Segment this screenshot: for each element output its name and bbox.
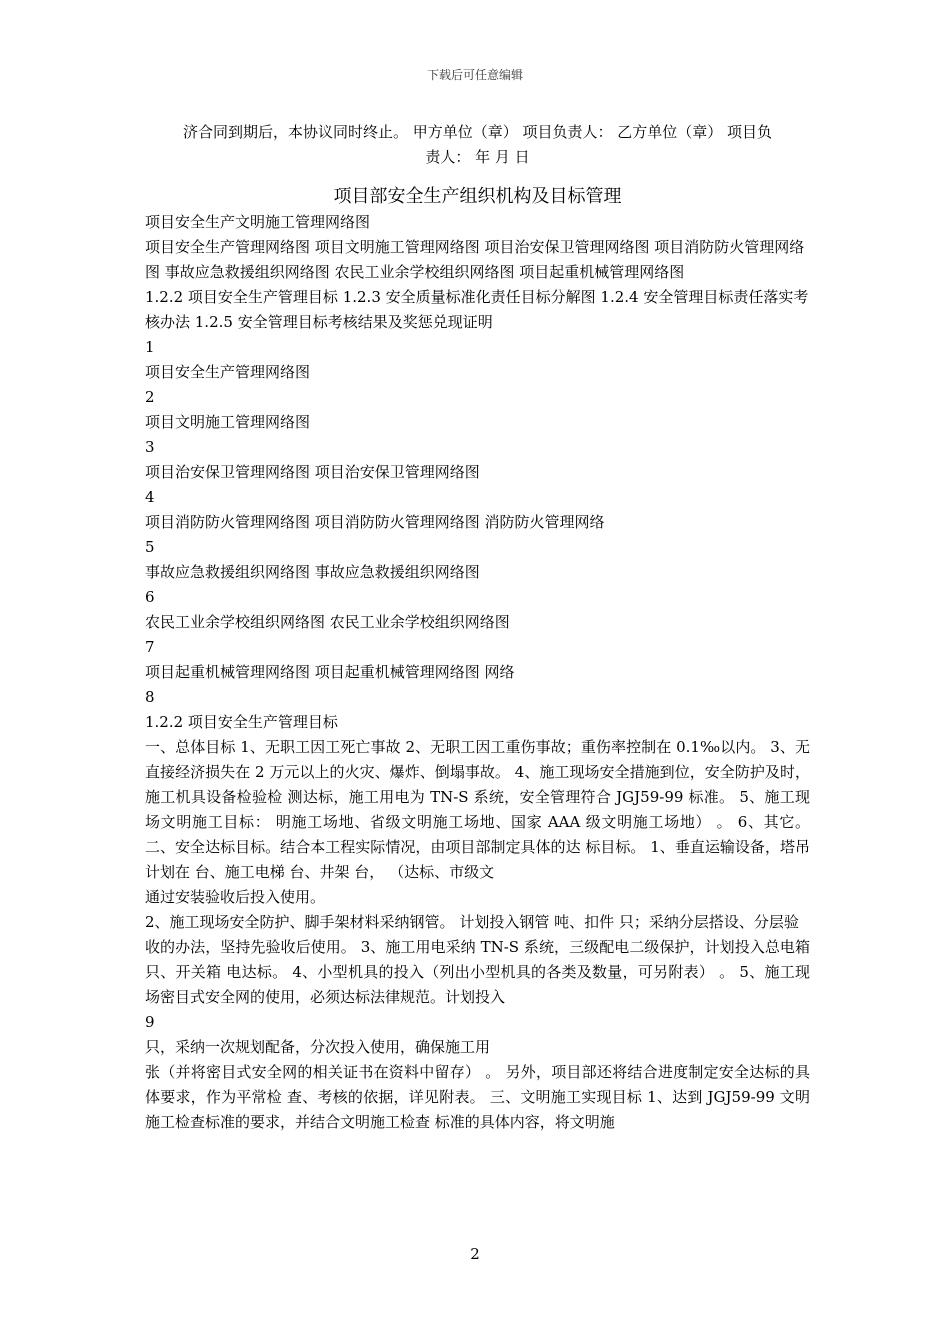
intro-line-1: 济合同到期后，本协议同时终止。 甲方单位（章） 项目负责人： 乙方单位（章） 项目负 (182, 123, 773, 141)
intro-line-2: 责人： 年 月 日 (425, 148, 530, 166)
section-number: 1 (145, 338, 155, 356)
text-line: 项目消防防火管理网络图 项目消防防火管理网络图 消防防火管理网络 (145, 513, 605, 531)
section-number: 5 (145, 538, 155, 556)
section-number: 7 (145, 638, 155, 656)
body-paragraph: 通过安装验收后投入使用。 (145, 888, 326, 906)
section-number: 6 (145, 588, 155, 606)
page-title: 项目部安全生产组织机构及目标管理 (333, 186, 622, 207)
text-line: 项目起重机械管理网络图 项目起重机械管理网络图 网络 (145, 663, 515, 681)
body-paragraph: 只，采纳一次规划配备，分次投入使用，确保施工用 (145, 1038, 491, 1056)
text-line: 事故应急救援组织网络图 事故应急救援组织网络图 (145, 563, 480, 581)
text-line: 项目安全生产管理网络图 (145, 363, 311, 381)
body-paragraph: 一、总体目标 1、无职工因工死亡事故 2、无职工因工重伤事故；重伤率控制在 0.1‰以内。 3、无直接经济损失在 2 万元以上的火灾、爆炸、倒塌事故。 4、施工现场安全措施到位，安全防护及时，施工机具设备检验检 测达标，施工用电为 TN-S 系统，安全管理符合 JGJ59-99 标准。 5、施工现场文明施工目标： 明施工场地、省级文明施工场地、国家 AAA 级文明施工场地） 。 6、其它。 二、安全达标目标。结合本工程实际情况，由项目部制定具体的达 标目标。 1、垂直运输设备，塔吊 计划在 台、施工电梯 台、井架 台， （达标、市级文 (145, 738, 810, 881)
document-body (145, 120, 810, 1135)
text-line: 项目安全生产文明施工管理网络图 (145, 213, 371, 231)
section-number: 9 (145, 1013, 155, 1031)
text-line: 项目治安保卫管理网络图 项目治安保卫管理网络图 (145, 463, 480, 481)
text-line: 项目安全生产管理网络图 项目文明施工管理网络图 项目治安保卫管理网络图 项目消防防火管理网络图 事故应急救援组织网络图 农民工业余学校组织网络图 项目起重机械管理网络图 (145, 238, 805, 281)
body-paragraph: 收的办法，坚持先验收后使用。 3、施工用电采纳 TN-S 系统，三级配电二级保护，计划投入总电箱 只、开关箱 电达标。 4、小型机具的投入（列出小型机具的各类及数量，可另附表） 。 5、施工现场密目式安全网的使用，必须达标法律规范。计划投入 (145, 938, 810, 1006)
section-number: 3 (145, 438, 155, 456)
section-number: 8 (145, 688, 155, 706)
page-number: 2 (470, 1245, 480, 1263)
text-line: 1.2.2 项目安全生产管理目标 1.2.3 安全质量标准化责任目标分解图 1.2.4 安全管理目标责任落实考核办法 1.2.5 安全管理目标考核结果及奖惩兑现证明 (145, 288, 809, 331)
section-heading: 1.2.2 项目安全生产管理目标 (145, 713, 338, 731)
text-line: 农民工业余学校组织网络图 农民工业余学校组织网络图 (145, 613, 510, 631)
body-paragraph: 2、施工现场安全防护、脚手架材料采纳钢管。 计划投入钢管 吨、扣件 只；采纳分层搭设、分层验 (145, 913, 799, 931)
body-paragraph: 张（并将密目式安全网的相关证书在资料中留存） 。 另外，项目部还将结合进度制定安全达标的具体要求，作为平常检 查、考核的依据，详见附表。 三、文明施工实现目标 1、达到 JGJ59-99 文明施工检查标准的要求，并结合文明施工检查 标准的具体内容，将文明施 (145, 1063, 810, 1131)
section-number: 2 (145, 388, 155, 406)
section-number: 4 (145, 488, 155, 506)
header-note: 下载后可任意编辑 (426, 68, 523, 82)
text-line: 项目文明施工管理网络图 (145, 413, 311, 431)
